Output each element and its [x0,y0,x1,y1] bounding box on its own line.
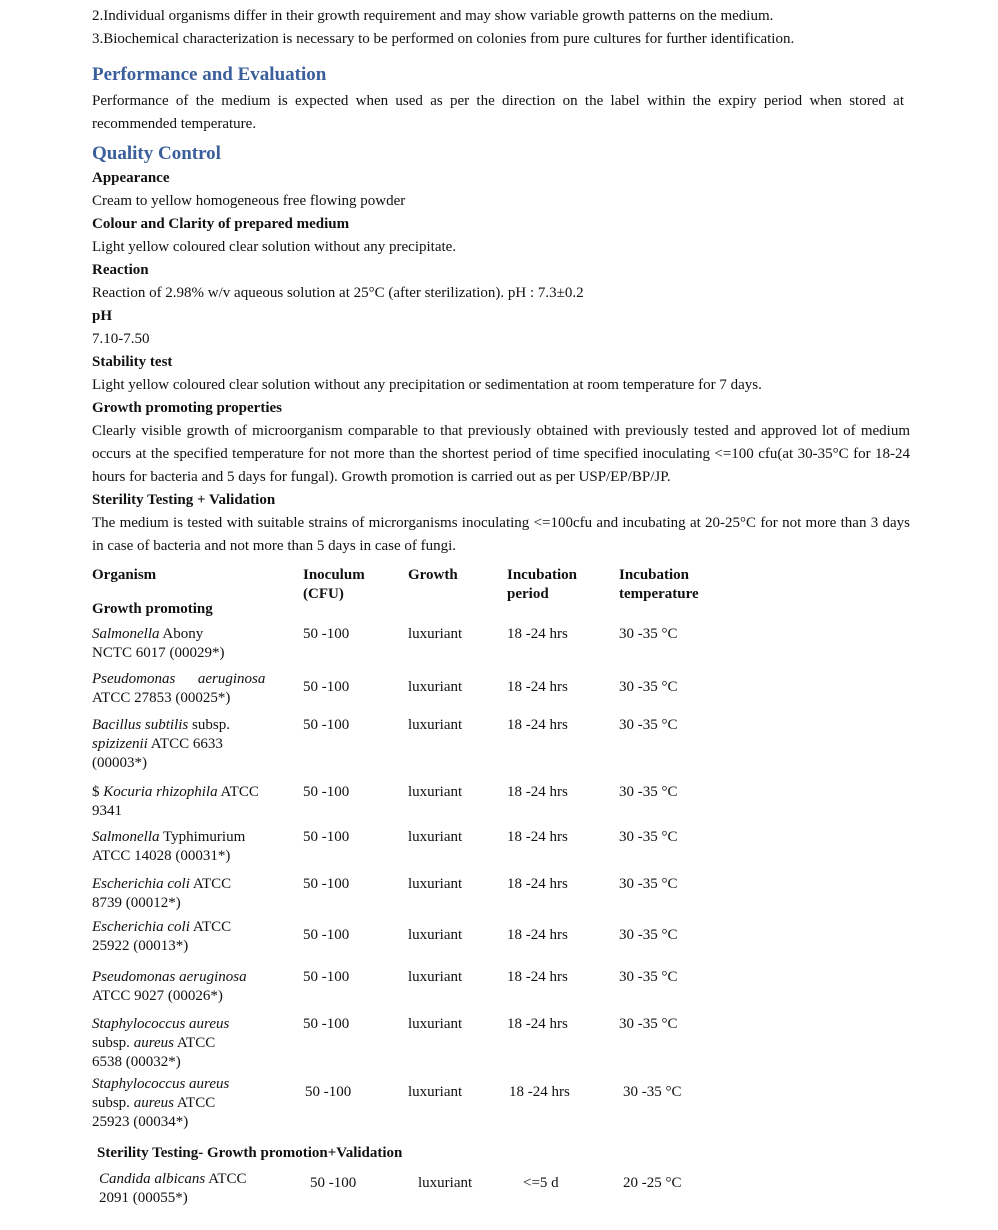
organism-detail: NCTC 6017 (00029*) [92,645,225,661]
organism-name-italic: Escherichia coli [92,876,190,892]
temp-cell: 30 -35 °C [619,969,678,985]
growth-promoting-label: Growth promoting properties [92,400,282,416]
stability-label: Stability test [92,354,173,370]
organism-cell [92,968,287,1006]
organism-detail: 6538 (00032*) [92,1054,181,1070]
organism-detail: ATCC [173,1095,216,1111]
organism-line [92,918,287,937]
appearance-text: Cream to yellow homogeneous free flowing powder [92,193,406,209]
organism-detail: ATCC [217,784,259,800]
organism-detail: ATCC 9027 (00026*) [92,988,223,1004]
organism-cell [92,716,287,773]
organism-line [92,1053,287,1072]
organism-line [92,689,287,708]
appearance-label: Appearance [92,170,170,186]
period-cell: 18 -24 hrs [509,1084,570,1100]
section-growth-promoting: Growth promoting [92,601,213,617]
organism-line [92,968,287,987]
temp-cell: 30 -35 °C [619,679,678,695]
organism-line [92,1034,287,1053]
organism-name-italic: Staphylococcus aureus [92,1076,230,1092]
organism-detail: ATCC 14028 (00031*) [92,848,231,864]
growth-cell: luxuriant [408,784,463,800]
organism-cell [92,670,287,708]
sterility-text: The medium is tested with suitable strains of microrganisms inoculating <=100cfu and incubating at 20-25°C for not more than 3 days in case of bacteria and not more than 5 days in case of fungi. [92,515,910,554]
organism-cell [92,828,287,866]
temp-cell: 20 -25 °C [623,1175,682,1191]
organism-line [92,828,287,847]
organism-name-italic: Pseudomonas aeruginosa [92,671,266,687]
period-cell: 18 -24 hrs [507,927,568,943]
organism-name-italic: spizizenii [92,736,148,752]
temp-cell: 30 -35 °C [619,626,678,642]
header-period [507,566,577,604]
organism-line [92,1094,287,1113]
period-cell: 18 -24 hrs [507,1016,568,1032]
inoculum-cell: 50 -100 [303,876,350,892]
inoculum-cell: 50 -100 [303,679,350,695]
header-inoculum [303,566,365,604]
organism-line [92,754,287,773]
period-cell: 18 -24 hrs [507,717,568,733]
organism-name-italic: Salmonella [92,626,160,642]
header-period-line2: period [507,586,549,602]
organism-line [92,670,287,689]
organism-line [92,875,287,894]
organism-name-italic: aureus [133,1035,174,1051]
quality-control-section [92,141,910,558]
growth-promoting-text: Clearly visible growth of microorganism comparable to that previously obtained with previously tested and approved lot of medium occurs at the specified temperature for not more than the shortest period of time specified inoculating <=100 cfu(at 30-35°C for 18-24 hours for bacteria and 5 days for fungal). Growth promotion is carried out as per USP/EP/BP/JP. [92,423,910,485]
sterility-label: Sterility Testing + Validation [92,492,276,508]
growth-cell: luxuriant [408,679,463,695]
growth-cell: luxuriant [408,969,463,985]
organism-line [92,847,287,866]
header-inoculum-line2: (CFU) [303,586,344,602]
header-period-line1: Incubation [507,567,578,583]
organism-detail: ATCC [205,1171,247,1187]
inoculum-cell: 50 -100 [303,1016,350,1032]
organism-detail: 25923 (00034*) [92,1114,189,1130]
organism-line [92,987,287,1006]
growth-cell: luxuriant [408,1016,463,1032]
organism-line [92,1075,287,1094]
period-cell: 18 -24 hrs [507,626,568,642]
organism-line [92,716,287,735]
organism-detail: $ [92,784,104,800]
organism-name-italic: Candida albicans [99,1171,206,1187]
organism-cell [92,918,287,956]
period-cell: <=5 d [523,1175,559,1191]
performance-heading: Performance and Evaluation [92,64,327,85]
organism-cell [99,1170,294,1208]
organism-detail: ATCC 6633 [147,736,223,752]
organism-cell [92,625,287,663]
inoculum-cell: 50 -100 [303,829,350,845]
organism-name-italic: Staphylococcus aureus [92,1016,230,1032]
organism-line [92,894,287,913]
inoculum-cell: 50 -100 [303,969,350,985]
organism-name-italic: Salmonella [92,829,160,845]
period-cell: 18 -24 hrs [507,969,568,985]
organism-cell [92,783,287,821]
inoculum-cell: 50 -100 [303,626,350,642]
growth-cell: luxuriant [408,1084,463,1100]
inoculum-cell: 50 -100 [303,784,350,800]
intro-item-2: 2.Individual organisms differ in their growth requirement and may show variable growth patterns on the medium. [92,8,774,24]
reaction-text: Reaction of 2.98% w/v aqueous solution at 25°C (after sterilization). pH : 7.3±0.2 [92,285,584,301]
ph-label: pH [92,308,113,324]
organism-line [92,937,287,956]
performance-text: Performance of the medium is expected when used as per the direction on the label within the expiry period when stored at recommended temperature. [92,93,904,132]
temp-cell: 30 -35 °C [619,876,678,892]
inoculum-cell: 50 -100 [305,1084,352,1100]
growth-cell: luxuriant [408,927,463,943]
inoculum-cell: 50 -100 [310,1175,357,1191]
organism-cell [92,1015,287,1072]
organism-detail: ATCC 27853 (00025*) [92,690,231,706]
period-cell: 18 -24 hrs [507,876,568,892]
organism-line [92,1015,287,1034]
inoculum-cell: 50 -100 [303,927,350,943]
organism-cell [92,1075,287,1132]
section-sterility: Sterility Testing- Growth promotion+Validation [97,1145,403,1161]
organism-detail: ATCC [189,876,232,892]
colour-label: Colour and Clarity of prepared medium [92,216,350,232]
organism-detail: 2091 (00055*) [99,1190,188,1206]
growth-cell: luxuriant [408,626,463,642]
organism-detail: Typhimurium [159,829,246,845]
organism-line [92,783,287,802]
inoculum-cell: 50 -100 [303,717,350,733]
organism-name-italic: aureus [133,1095,174,1111]
quality-control-heading: Quality Control [92,143,221,164]
performance-section [92,62,904,136]
organism-line [92,625,287,644]
temp-cell: 30 -35 °C [623,1084,682,1100]
colour-text: Light yellow coloured clear solution without any precipitate. [92,239,457,255]
intro-item-3: 3.Biochemical characterization is necessary to be performed on colonies from pure cultures for further identification. [92,31,795,47]
temp-cell: 30 -35 °C [619,927,678,943]
intro-list [92,5,794,51]
header-organism: Organism [92,567,157,583]
temp-cell: 30 -35 °C [619,829,678,845]
period-cell: 18 -24 hrs [507,784,568,800]
organism-detail: 8739 (00012*) [92,895,181,911]
temp-cell: 30 -35 °C [619,717,678,733]
growth-cell: luxuriant [408,829,463,845]
stability-text: Light yellow coloured clear solution without any precipitation or sedimentation at room temperature for 7 days. [92,377,762,393]
organism-name-italic: Pseudomonas aeruginosa [92,969,247,985]
organism-detail: ATCC [189,919,232,935]
header-temperature [619,566,699,604]
temp-cell: 30 -35 °C [619,784,678,800]
organism-detail: 25922 (00013*) [92,938,189,954]
period-cell: 18 -24 hrs [507,679,568,695]
organism-name-italic: Bacillus subtilis [92,717,189,733]
header-growth: Growth [408,567,458,583]
organism-line [99,1189,294,1208]
growth-cell: luxuriant [408,717,463,733]
header-inoculum-line1: Inoculum [303,567,365,583]
organism-detail: ATCC [173,1035,216,1051]
organism-detail: subsp. [92,1095,134,1111]
header-temperature-line1: Incubation [619,567,690,583]
ph-text: 7.10-7.50 [92,331,150,347]
temp-cell: 30 -35 °C [619,1016,678,1032]
organism-detail: subsp. [188,717,230,733]
organism-line [92,735,287,754]
organism-cell [92,875,287,913]
organism-detail: Abony [159,626,204,642]
growth-cell: luxuriant [418,1175,473,1191]
organism-line [92,802,287,821]
organism-detail: (00003*) [92,755,147,771]
period-cell: 18 -24 hrs [507,829,568,845]
organism-detail: subsp. [92,1035,134,1051]
organism-name-italic: Kocuria rhizophila [103,784,218,800]
reaction-label: Reaction [92,262,149,278]
organism-name-italic: Escherichia coli [92,919,190,935]
organism-line [99,1170,294,1189]
organism-line [92,1113,287,1132]
organism-detail: 9341 [92,803,122,819]
header-temperature-line2: temperature [619,586,699,602]
growth-cell: luxuriant [408,876,463,892]
organism-line [92,644,287,663]
